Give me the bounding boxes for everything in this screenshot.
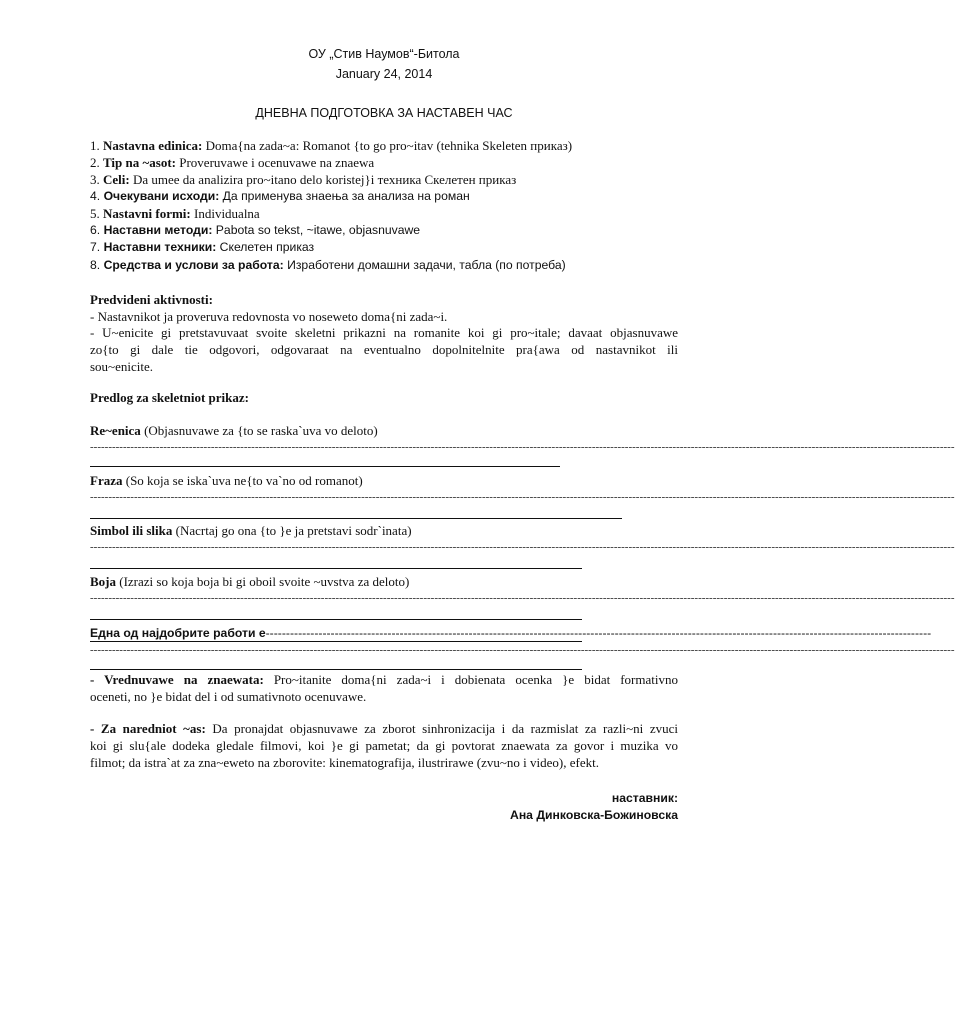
field-symbol: Simbol ili slika (Nacrtaj go ona {to }e ja pretstavi sodr`inata): [90, 523, 412, 538]
dashed-line: --------------------------------------------------------------------------------------------------------------------------------------------------------------------------------------------------------------------------------------------: [90, 491, 955, 503]
field-sentence: Re~enica (Objasnuvawe za {to se raska`uva vo deloto): [90, 423, 378, 438]
field-color: Boja (Izrazi so koja boja bi gi oboil svoite ~uvstva za deloto): [90, 574, 410, 589]
activities-line: zo{to gi dale tie odgovori, odgovaraat na eventualno dopolnitelnite pra{awa od nastavnikot ili: [90, 342, 678, 357]
item-5: 5. Nastavni formi: Individualna: [90, 206, 260, 221]
document-date: January 24, 2014: [335, 67, 433, 81]
answer-line: [90, 466, 560, 467]
teacher-name: Ана Динковска-Божиновска: [510, 808, 678, 822]
answer-line: [90, 568, 582, 569]
proposal-heading: Predlog za skeletniot prikaz:: [90, 390, 249, 405]
evaluation-line: oceneti, no }e bidat del i od sumativnoto ocenuvawe.: [90, 689, 367, 704]
answer-line: [90, 669, 582, 670]
answer-line: [90, 518, 622, 519]
next-class-line: koi gi slu{ale dodeka gledale filmovi, koi }e gi pametat; da gi povtorat znaewata za govor i muzika vo: [90, 738, 678, 753]
next-class-line: filmot; da istra`at za zna~eweto na zborovite: kinematografija, ilustrirawe (zvu~no i video), efekt.: [90, 755, 599, 770]
item-2: 2. Tip na ~asot: Proveruvawe i ocenuvawe na znaewa: [90, 155, 375, 170]
item-6: 6. Наставни методи: Pabota so tekst, ~itawe, objasnuvawe: [90, 223, 421, 237]
field-phrase: Fraza (So koja se iska`uva ne{to va`no od romanot): [90, 473, 363, 488]
activities-line: sou~enicite.: [90, 359, 153, 374]
dashed-line: --------------------------------------------------------------------------------------------------------------------------------------------------------------------------------------------------------------------------------------------: [90, 441, 955, 453]
teacher-role: наставник:: [611, 791, 678, 805]
dashed-line: --------------------------------------------------------------------------------------------------------------------------------------------------------------------------------------------------------------------------------------------: [90, 592, 955, 604]
activities-heading: Predvideni aktivnosti:: [90, 292, 213, 307]
dashed-line: --------------------------------------------------------------------------------------------------------------------------------------------------------------------------------------------------------------------------------------------: [90, 541, 955, 553]
dashed-line: --------------------------------------------------------------------------------------------------------------------------------------------------------------------------------------------------------------------------------------------: [90, 644, 955, 656]
activities-line: - U~enicite gi pretstavuvaat svoite skeletni prikazni na romanite koi gi pro~itale; davaat objasnuvawe: [90, 325, 678, 340]
item-7: 7. Наставни техники: Скелетен приказ: [90, 240, 315, 254]
answer-line: [90, 619, 582, 620]
item-8: 8. Средства и услови за работа: Изработени домашни задачи, табла (по потреба): [90, 258, 566, 272]
document-title: ДНЕВНА ПОДГОТОВКА ЗА НАСТАВЕН ЧАС: [255, 106, 513, 120]
evaluation-line: - Vrednuvawe na znaewata: Pro~itanite doma{ni zada~i i dobienata ocenka }e bidat formativno: [90, 672, 678, 687]
next-class-line: - Za naredniot ~as: Da pronajdat objasnuvawe za zborot sinhronizacija i da razmislat za razli~ni zvuci: [90, 721, 678, 736]
item-3: 3. Celi: Da umee da analizira pro~itano delo koristej}i техника Скелетен приказ: [90, 172, 517, 187]
item-4: 4. Очекувани исходи: Да применува знаења за анализа на роман: [90, 189, 470, 203]
activities-line: - Nastavnikot ja proveruva redovnosta vo noseweto doma{ni zada~i.: [90, 309, 448, 324]
item-1: 1. Nastavna edinica: Doma{na zada~a: Romanot {to go pro~itav (tehnika Skeleten приказ): [90, 138, 573, 153]
underline: [90, 641, 582, 642]
school-name: ОУ „Стив Наумов“-Битола: [308, 47, 460, 61]
field-best-thing: Една од најдобрите работи е--------------------------------------------------------------------------------------------------------------------------------------------------------------------: [90, 626, 932, 640]
